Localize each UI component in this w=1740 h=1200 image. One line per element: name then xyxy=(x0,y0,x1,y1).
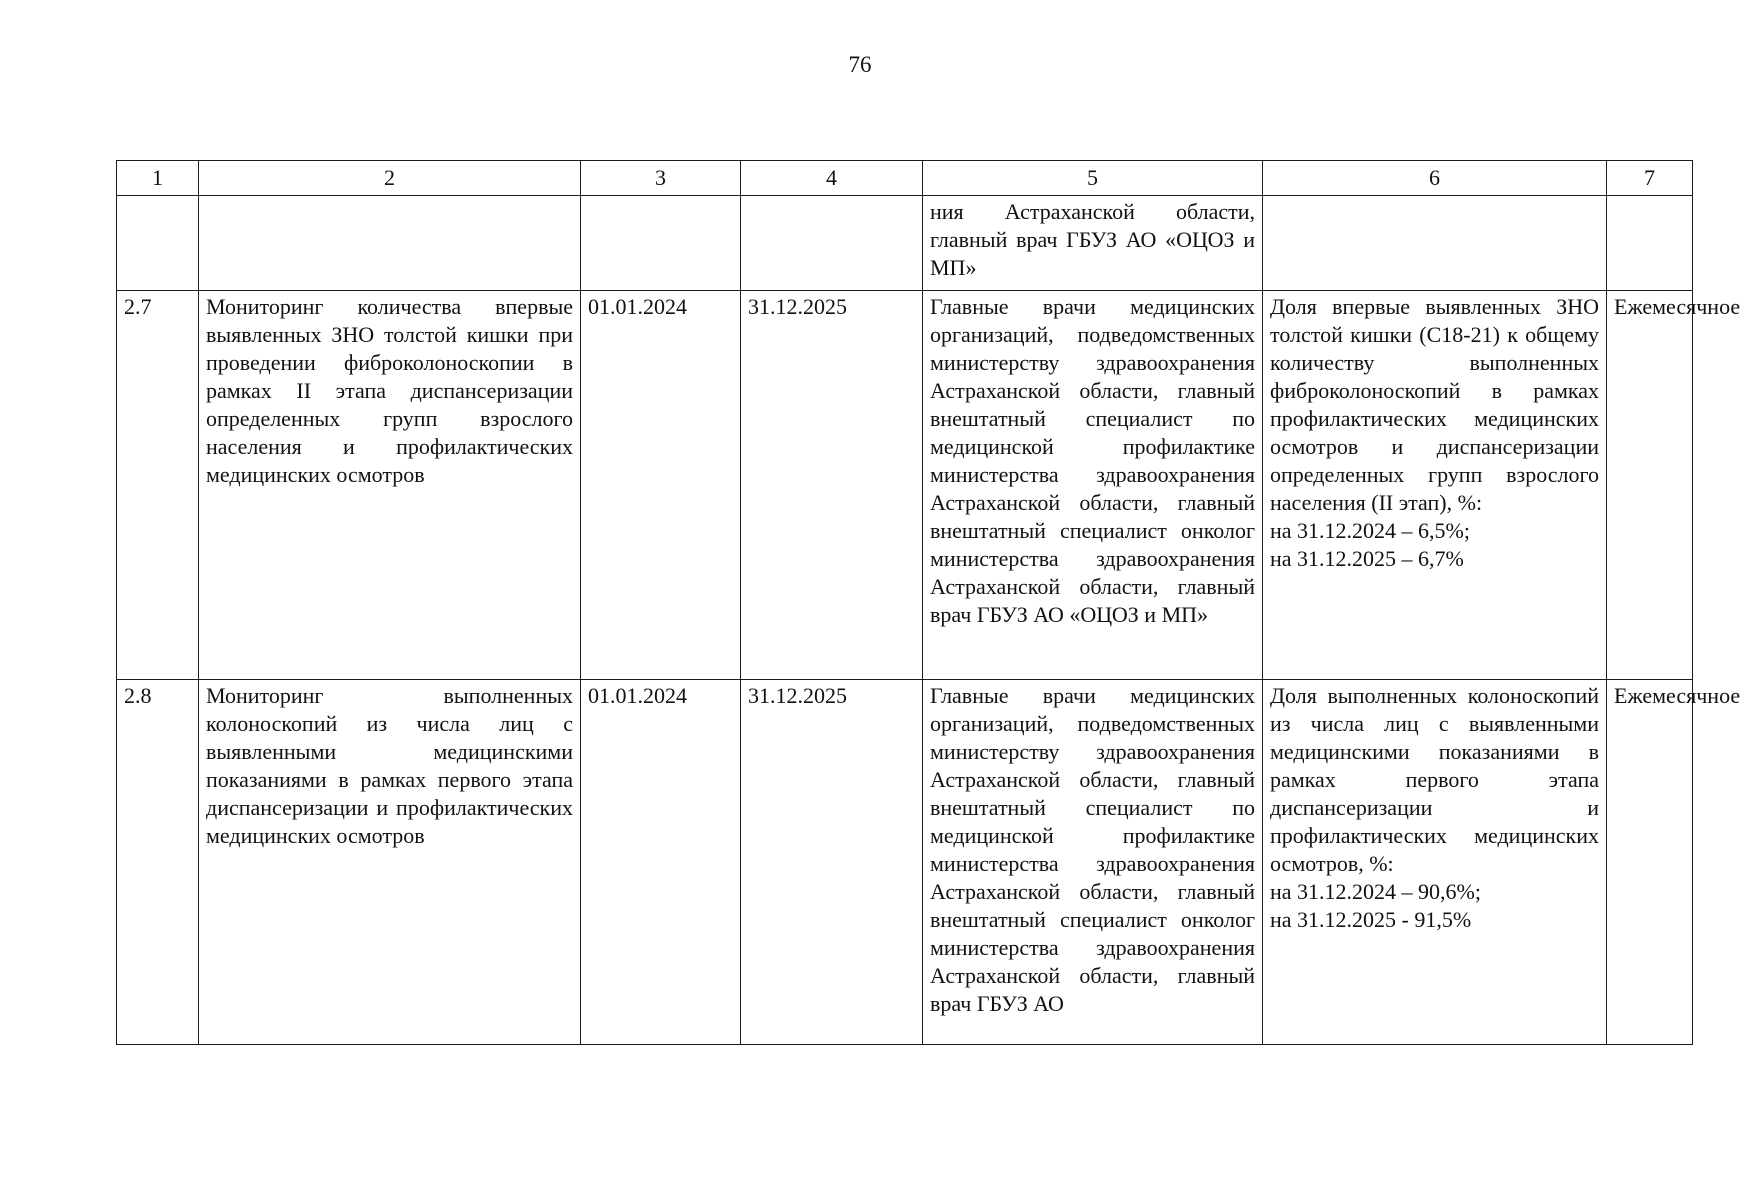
cell-responsible: Главные врачи медицинских организаций, подведомственных министерству здравоохранения Астраханской области, главный внештатный специалист по медицинской профилактике министерства здравоохранения Астраханской области, главный внештатный специалист онколог министерства здравоохранения Астраханской области, главный врач ГБУЗ АО xyxy=(923,680,1263,1045)
cell-indicator xyxy=(1263,680,1607,1045)
activity-table xyxy=(116,160,1740,1045)
indicator-target-2024: на 31.12.2024 – 90,6%; xyxy=(1270,879,1481,904)
cell-responsible: ния Астраханской области, главный врач ГБУЗ АО «ОЦОЗ и МП» xyxy=(923,196,1263,291)
indicator-target-2025: на 31.12.2025 – 6,7% xyxy=(1270,546,1464,571)
cell-indicator xyxy=(1263,196,1607,291)
cell-responsible: Главные врачи медицинских организаций, подведомственных министерству здравоохранения Астраханской области, главный внештатный специалист по медицинской профилактике министерства здравоохранения Астраханской области, главный внештатный специалист онколог министерства здравоохранения Астраханской области, главный врач ГБУЗ АО «ОЦОЗ и МП» xyxy=(923,291,1263,680)
cell-number xyxy=(117,196,199,291)
cell-number: 2.8 xyxy=(117,680,199,1045)
cell-end-date: 31.12.2025 xyxy=(741,291,923,680)
column-header-4: 4 xyxy=(741,161,923,196)
cell-frequency: Ежемесячное xyxy=(1607,291,1693,680)
cell-end-date: 31.12.2025 xyxy=(741,680,923,1045)
indicator-text: Доля выполненных колоноскопий из числа лиц с выявленными медицинскими показаниями в рамках первого этапа диспансеризации и профилактических медицинских осмотров, %: xyxy=(1270,683,1599,876)
table-header-row xyxy=(117,161,1693,196)
table-row xyxy=(117,680,1693,1045)
indicator-text: Доля впервые выявленных ЗНО толстой кишки (С18-21) к общему количеству выполненных фиброколоноскопий в рамках профилактических медицинских осмотров и диспансеризации определенных групп взрослого населения (II этап), %: xyxy=(1270,294,1599,515)
cell-activity: Мониторинг количества впервые выявленных ЗНО толстой кишки при проведении фиброколоноскопии в рамках II этапа диспансеризации определенных групп взрослого населения и профилактических медицинских осмотров xyxy=(199,291,581,680)
column-header-6: 6 xyxy=(1263,161,1607,196)
cell-start-date: 01.01.2024 xyxy=(581,291,741,680)
cell-indicator xyxy=(1263,291,1607,680)
cell-activity xyxy=(199,196,581,291)
cell-end-date xyxy=(741,196,923,291)
table-row xyxy=(117,291,1693,680)
indicator-target-2024: на 31.12.2024 – 6,5%; xyxy=(1270,518,1470,543)
cell-start-date: 01.01.2024 xyxy=(581,680,741,1045)
page-number: 76 xyxy=(848,52,872,77)
continuation-row xyxy=(117,196,1693,291)
column-header-3: 3 xyxy=(581,161,741,196)
cell-activity: Мониторинг выполненных колоноскопий из числа лиц с выявленными медицинскими показаниями в рамках первого этапа диспансеризации и профилактических медицинских осмотров xyxy=(199,680,581,1045)
cell-number: 2.7 xyxy=(117,291,199,680)
column-header-7: 7 xyxy=(1607,161,1693,196)
column-header-5: 5 xyxy=(923,161,1263,196)
indicator-target-2025: на 31.12.2025 - 91,5% xyxy=(1270,907,1472,932)
cell-frequency xyxy=(1607,196,1693,291)
column-header-2: 2 xyxy=(199,161,581,196)
cell-start-date xyxy=(581,196,741,291)
cell-frequency: Ежемесячное xyxy=(1607,680,1693,1045)
column-header-1: 1 xyxy=(117,161,199,196)
